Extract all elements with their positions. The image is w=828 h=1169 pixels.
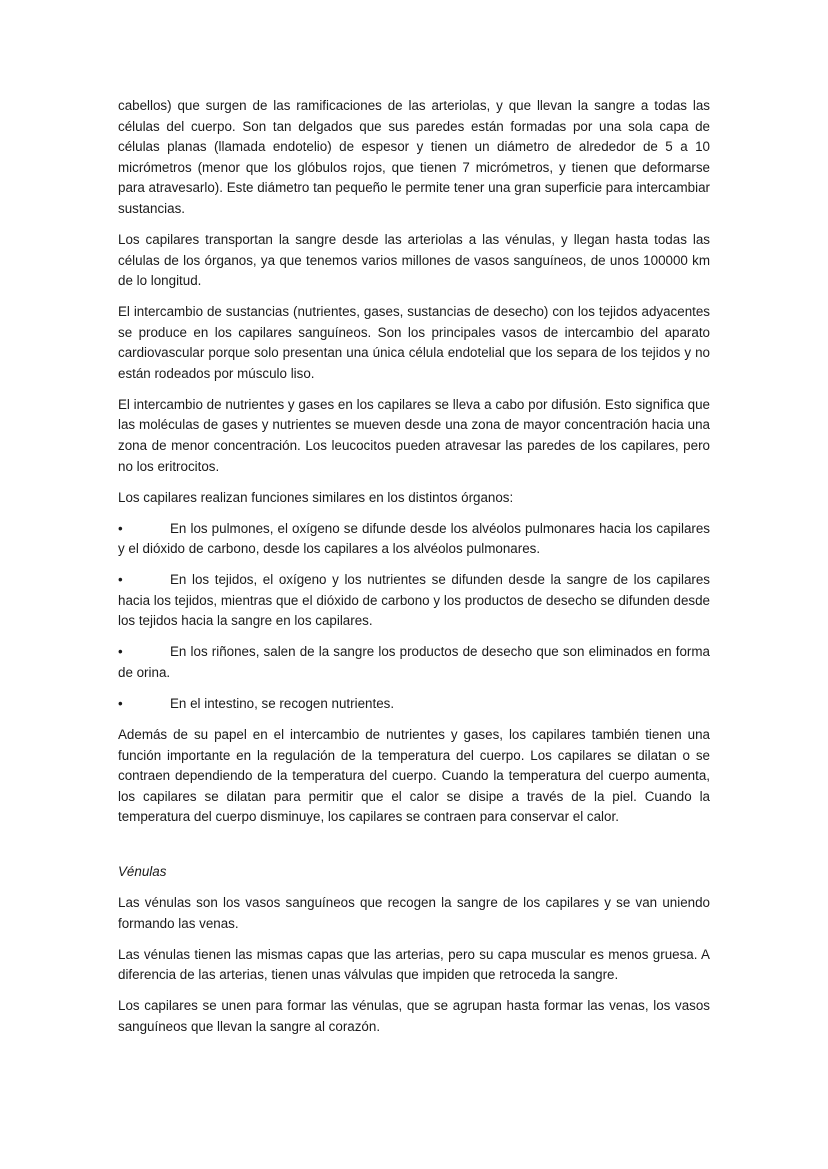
list-item-text: En los tejidos, el oxígeno y los nutrientes se difunden desde la sangre de los capilares hacia los tejidos, mientras que el dióxido de carbono y los productos de desecho se difunden desde los tejidos hacia la sangre en los capilares. bbox=[118, 572, 710, 629]
list-item: • En los tejidos, el oxígeno y los nutrientes se difunden desde la sangre de los capilares hacia los tejidos, mientras que el dióxido de carbono y los productos de desecho se difunden desde los tejidos hacia la sangre en los capilares. bbox=[118, 570, 710, 632]
paragraph-venules-definition: Las vénulas son los vasos sanguíneos que recogen la sangre de los capilares y se van uniendo formando las venas. bbox=[118, 895, 710, 931]
section-spacer bbox=[118, 838, 710, 862]
document-body bbox=[118, 96, 710, 1048]
section-heading: Vénulas bbox=[118, 864, 167, 880]
list-item-text: En los riñones, salen de la sangre los productos de desecho que son eliminados en forma de orina. bbox=[118, 644, 710, 680]
list-item-text: En el intestino, se recogen nutrientes. bbox=[170, 695, 395, 711]
paragraph-list-intro: Los capilares realizan funciones similares en los distintos órganos: bbox=[118, 489, 514, 505]
paragraph-diffusion: El intercambio de nutrientes y gases en los capilares se lleva a cabo por difusión. Esto significa que las moléculas de gases y nutrientes se mueven desde una zona de mayor concentración hacia una zona de menor concentración. Los leucocitos pueden atravesar las paredes de los capilares, pero no los eritrocitos. bbox=[118, 396, 710, 474]
paragraph-capillaries-transport: Los capilares transportan la sangre desde las arteriolas a las vénulas, y llegan hasta todas las células de los órganos, ya que tenemos varios millones de vasos sanguíneos, de unos 100000 km de lo longitud. bbox=[118, 231, 710, 289]
paragraph-temperature-regulation: Además de su papel en el intercambio de nutrientes y gases, los capilares también tienen una función importante en la regulación de la temperatura del cuerpo. Los capilares se dilatan o se contraen dependiendo de la temperatura del cuerpo. Cuando la temperatura del cuerpo aumenta, los capilares se dilatan para permitir que el calor se disipe a través de la piel. Cuando la temperatura del cuerpo disminuye, los capilares se contraen para conservar el calor. bbox=[118, 726, 710, 825]
list-item: • En los pulmones, el oxígeno se difunde desde los alvéolos pulmonares hacia los capilares y el dióxido de carbono, desde los capilares a los alvéolos pulmonares. bbox=[118, 519, 710, 560]
list-item: • En el intestino, se recogen nutrientes. bbox=[118, 694, 710, 715]
paragraph-capillaries-intro: cabellos) que surgen de las ramificaciones de las arteriolas, y que llevan la sangre a todas las células del cuerpo. Son tan delgados que sus paredes están formadas por una sola capa de células planas (llamada endotelio) de espesor y tienen un diámetro de alrededor de 5 a 10 micrómetros (menor que los glóbulos rojos, que tienen 7 micrómetros, y tienen que deformarse para atravesarlo). Este diámetro tan pequeño le permite tener una gran superficie para intercambiar sustancias. bbox=[118, 98, 710, 216]
paragraph-venules-layers: Las vénulas tienen las mismas capas que las arterias, pero su capa muscular es menos gruesa. A diferencia de las arterias, tienen unas válvulas que impiden que retroceda la sangre. bbox=[118, 946, 710, 983]
paragraph-venules-formation: Los capilares se unen para formar las vénulas, que se agrupan hasta formar las venas, los vasos sanguíneos que llevan la sangre al corazón. bbox=[118, 998, 710, 1035]
paragraph-substance-exchange: El intercambio de sustancias (nutrientes, gases, sustancias de desecho) con los tejidos adyacentes se produce en los capilares sanguíneos. Son los principales vasos de intercambio del aparato cardiovascular porque solo presentan una única célula endotelial que los separa de los tejidos y no están rodeados por músculo liso. bbox=[118, 304, 710, 381]
list-item-text: En los pulmones, el oxígeno se difunde desde los alvéolos pulmonares hacia los capilares y el dióxido de carbono, desde los capilares a los alvéolos pulmonares. bbox=[118, 520, 710, 557]
list-item: • En los riñones, salen de la sangre los productos de desecho que son eliminados en forma de orina. bbox=[118, 642, 710, 683]
